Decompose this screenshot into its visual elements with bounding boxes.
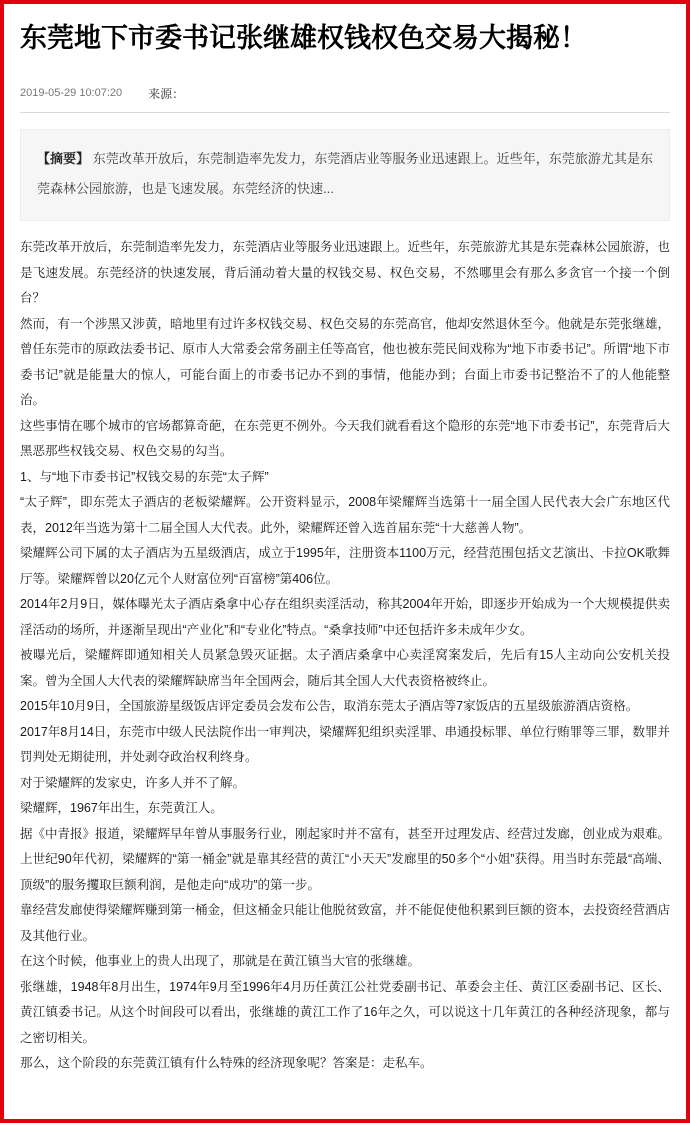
publish-date: 2019-05-29 10:07:20: [20, 87, 123, 99]
section-heading: 1、与“地下市委书记”权钱交易的东莞“太子辉”: [20, 469, 269, 484]
paragraph: 梁耀辉，1967年出生，东莞黄江人。: [20, 801, 223, 815]
paragraph: 那么，这个阶段的东莞黄江镇有什么特殊的经济现象呢？答案是：走私车。: [20, 1056, 433, 1070]
abstract-text: [37, 144, 653, 204]
source-label: 来源：: [148, 86, 185, 101]
abstract-body: 东莞改革开放后，东莞制造率先发力，东莞酒店业等服务业迅速跟上。近些年，东莞旅游尤其是东莞森林公园旅游，也是飞速发展。东莞经济的快速...: [37, 151, 653, 196]
paragraph: 2015年10月9日，全国旅游星级饭店评定委员会发布公告，取消东莞太子酒店等7家饭店的五星级旅游酒店资格。: [20, 699, 639, 713]
abstract-label: 【摘要】: [37, 151, 90, 166]
header-divider: [20, 112, 670, 113]
paragraph: “太子辉”，即东莞太子酒店的老板梁耀辉。公开资料显示，2008年梁耀辉当选第十一届全国人民代表大会广东地区代表，2012年当选为第十二届全国人大代表。此外，梁耀辉还曾入选首届东莞“十大慈善人物”。: [20, 495, 670, 535]
paragraph: 据《中青报》报道，梁耀辉早年曾从事服务行业，刚起家时并不富有，甚至开过理发店、经营过发廊，创业成为艰难。上世纪90年代初，梁耀辉的“第一桶金”就是靠其经营的黄江“小天天”发廊里的50多个“小姐”获得。用当时东莞最“高端、顶级”的服务攫取巨额利润，是他走向“成功”的第一步。: [20, 826, 671, 892]
paragraph: 然而，有一个涉黑又涉黄，暗地里有过许多权钱交易、权色交易的东莞高官，他却安然退休至今。他就是东莞张继雄，曾任东莞市的原政法委书记、原市人大常委会常务副主任等高官，他也被东莞民间戏称为“地下市委书记”。所谓“地下市委书记”就是能量大的惊人，可能台面上的市委书记办不到的事情，他能办到；台面上市委书记整治不了的人他能整治。: [20, 316, 671, 407]
page-title: 东莞地下市委书记张继雄权钱权色交易大揭秘！: [20, 23, 587, 53]
paragraph: 梁耀辉公司下属的太子酒店为五星级酒店，成立于1995年，注册资本1100万元，经营范围包括文艺演出、卡拉OK歌舞厅等。梁耀辉曾以20亿元个人财富位列“百富榜”第406位。: [20, 546, 670, 586]
paragraph: 被曝光后，梁耀辉即通知相关人员紧急毁灭证据。太子酒店桑拿中心卖淫窝案发后，先后有15人主动向公安机关投案。曾为全国人大代表的梁耀辉缺席当年全国两会，随后其全国人大代表资格被终止。: [20, 648, 670, 688]
paragraph: 2017年8月14日，东莞市中级人民法院作出一审判决，梁耀辉犯组织卖淫罪、串通投标罪、单位行贿罪等三罪，数罪并罚判处无期徒刑，并处剥夺政治权利终身。: [20, 724, 670, 764]
paragraph: 靠经营发廊使得梁耀辉赚到第一桶金，但这桶金只能让他脱贫致富，并不能促使他积累到巨额的资本，去投资经营酒店及其他行业。: [20, 903, 671, 943]
paragraph: 张继雄，1948年8月出生，1974年9月至1996年4月历任黄江公社党委副书记、革委会主任、黄江区委副书记、区长、黄江镇委书记。从这个时间段可以看出，张继雄的黄江工作了16年之久，可以说这十几年黄江的各种经济现象，都与之密切相关。: [20, 979, 670, 1045]
abstract-box: [20, 129, 670, 221]
article-container: [4, 4, 686, 1119]
page-bottom-mask: [8, 1105, 682, 1115]
paragraph: 在这个时候，他事业上的贵人出现了，那就是在黄江镇当大官的张继雄。: [20, 954, 421, 968]
article-meta: [20, 80, 670, 106]
paragraph: 2014年2月9日，媒体曝光太子酒店桑拿中心存在组织卖淫活动，称其2004年开始，即逐步开始成为一个大规模提供卖淫活动的场所，并逐渐呈现出“产业化”和“专业化”特点。“桑拿技师”中还包括许多未成年少女。: [20, 597, 670, 637]
article-body: [20, 235, 670, 1077]
paragraph: 对于梁耀辉的发家史，许多人并不了解。: [20, 775, 246, 790]
paragraph: 这些事情在哪个城市的官场都算奇葩，在东莞更不例外。今天我们就看看这个隐形的东莞“地下市委书记”，东莞背后大黑恶那些权钱交易、权色交易的勾当。: [20, 418, 670, 458]
paragraph: 东莞改革开放后，东莞制造率先发力，东莞酒店业等服务业迅速跟上。近些年，东莞旅游尤其是东莞森林公园旅游，也是飞速发展。东莞经济的快速发展，背后涌动着大量的权钱交易、权色交易，不然哪里会有那么多贪官一个接一个倒台？: [20, 240, 671, 305]
